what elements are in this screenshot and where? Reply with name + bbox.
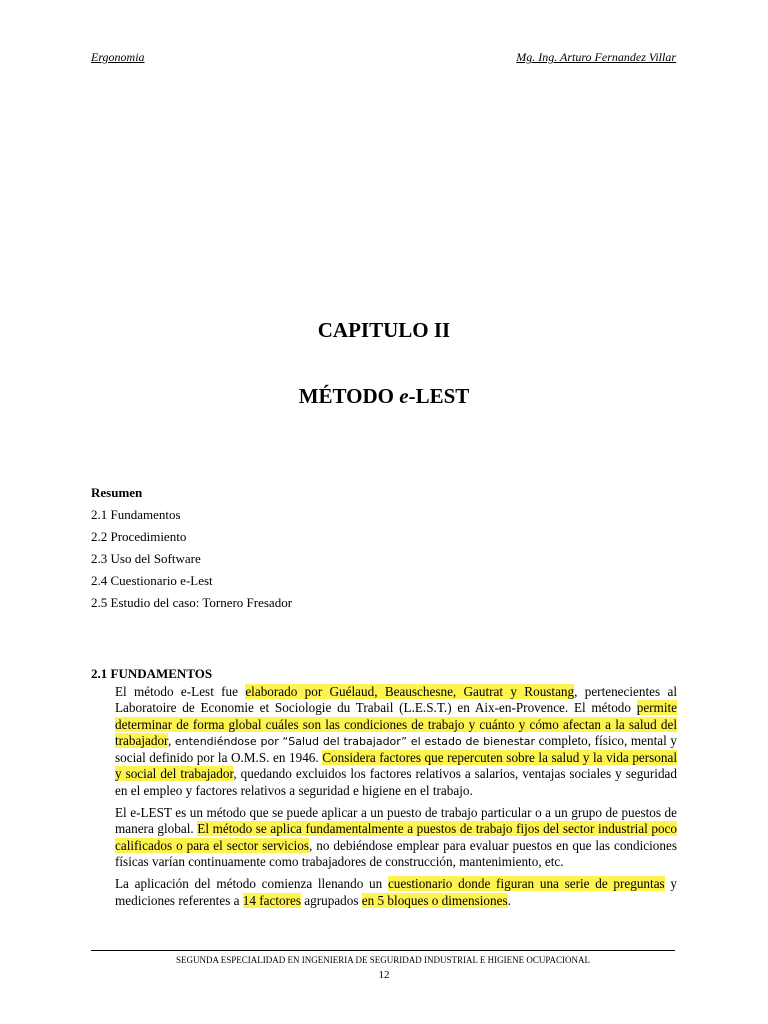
method-title xyxy=(0,384,768,409)
running-header xyxy=(91,50,676,64)
text-run: , no debiéndose emplear para evaluar puestos en que las condiciones físicas varían continuamente como trabajadores de construcción, mantenimiento, etc. xyxy=(115,837,677,869)
text-run: entendiéndose por “Salud del trabajador” el estado de bienestar xyxy=(174,734,535,748)
highlighted-text: cuestionario donde figuran una serie de preguntas xyxy=(387,876,665,892)
summary-item: 2.5 Estudio del caso: Tornero Fresador xyxy=(91,595,293,610)
chapter-heading: CAPITULO II xyxy=(317,318,451,342)
text-run: El método e-Lest fue xyxy=(115,684,246,699)
method-title-italic: e xyxy=(399,384,409,408)
text-run: , pertenecientes al Laboratoire de Economie et Sociologie du Trabail (L.E.S.T.) en Aix-en-Provence. El método xyxy=(115,684,677,716)
footer-text: SEGUNDA ESPECIALIDAD EN INGENIERIA DE SEGURIDAD INDUSTRIAL E HIGIENE OCUPACIONAL xyxy=(175,955,591,965)
section-body xyxy=(115,684,677,915)
highlighted-text: Considera factores que repercuten sobre la salud y la vida personal y social del trabajador xyxy=(115,750,677,782)
text-run: La aplicación del método comienza llenando un xyxy=(115,876,388,892)
paragraph-3 xyxy=(115,876,677,909)
summary-item: 2.2 Procedimiento xyxy=(91,529,187,544)
summary-item: 2.4 Cuestionario e-Lest xyxy=(91,573,213,588)
highlighted-text: permite determinar de forma global cuáles son las condiciones de trabajo y cuánto y cómo afectan a la salud del trabajador xyxy=(115,700,677,748)
highlighted-text: 14 factores xyxy=(242,892,301,908)
text-run: completo, físico, mental y social definido por la O.M.S. en 1946. xyxy=(115,732,677,766)
text-run: y mediciones referentes a xyxy=(115,876,678,908)
method-title-suffix: -LEST xyxy=(408,384,470,408)
summary-list xyxy=(91,484,292,616)
summary-item: 2.3 Uso del Software xyxy=(91,551,201,566)
paragraph-2 xyxy=(115,805,677,870)
paragraph-1 xyxy=(115,684,677,799)
summary-heading: Resumen xyxy=(91,485,143,500)
method-title-prefix: MÉTODO xyxy=(298,384,400,408)
page-number: 12 xyxy=(378,969,390,981)
text-run: , quedando excluidos los factores relativos a salarios, ventajas sociales y seguridad en el empleo y factores relativos a seguridad e higiene en el trabajo. xyxy=(115,766,677,798)
footer-rule xyxy=(91,950,675,951)
header-right: Mg. Ing. Arturo Fernandez Villar xyxy=(516,50,676,64)
highlighted-text: El método se aplica fundamentalmente a puestos de trabajo fijos del sector industrial poco calificados o para el sector servicios xyxy=(115,821,678,853)
text-run: , xyxy=(167,732,175,748)
section-heading: 2.1 FUNDAMENTOS xyxy=(91,666,213,681)
summary-item: 2.1 Fundamentos xyxy=(91,507,181,522)
header-left: Ergonomia xyxy=(91,50,145,64)
highlighted-text: en 5 bloques o dimensiones xyxy=(361,892,508,908)
text-run: . xyxy=(507,892,511,908)
text-run: agrupados xyxy=(301,892,362,908)
highlighted-text: elaborado por Guélaud, Beauschesne, Gautrat y Roustang xyxy=(245,684,575,699)
text-run: El e-LEST es un método que se puede aplicar a un puesto de trabajo particular o a un grupo de puestos de manera global. xyxy=(115,805,677,837)
